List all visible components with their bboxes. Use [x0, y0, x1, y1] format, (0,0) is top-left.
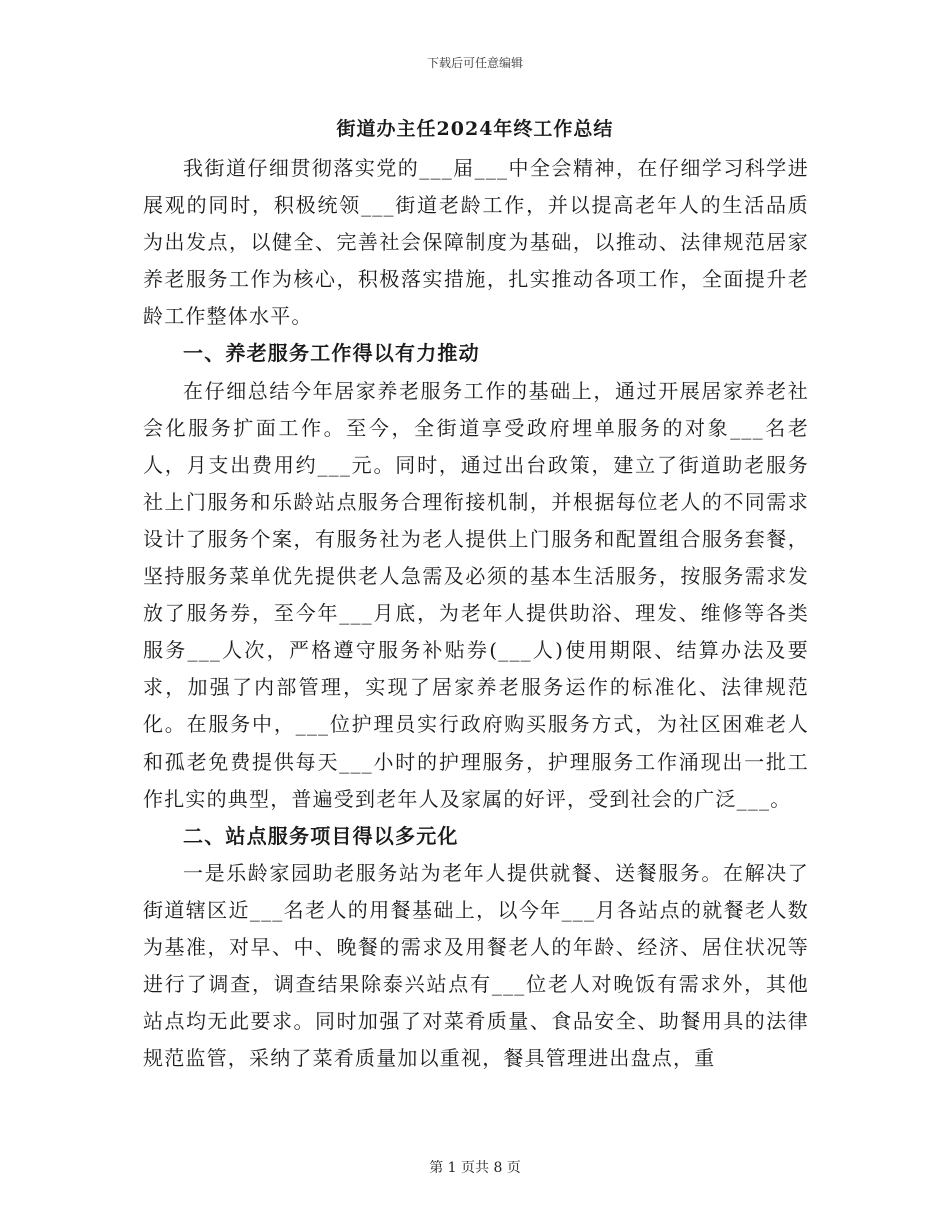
document-body	[143, 150, 809, 1077]
page-header-note: 下载后可任意编辑	[426, 56, 523, 70]
section-2-heading: 二、站点服务项目得以多元化	[183, 823, 459, 848]
section-1-paragraph: 在仔细总结今年居家养老服务工作的基础上，通过开展居家养老社会化服务扩面工作。至今，全街道享受政府埋单服务的对象___名老人，月支出费用约___元。同时，通过出台政策，建立了街道助老服务社上门服务和乐龄站点服务合理衔接机制，并根据每位老人的不同需求设计了服务个案，有服务社为老人提供上门服务和配置组合服务套餐，坚持服务菜单优先提供老人急需及必须的基本生活服务，按服务需求发放了服务券，至今年___月底，为老年人提供助浴、理发、维修等各类服务___人次，严格遵守服务补贴券(___人)使用期限、结算办法及要求，加强了内部管理，实现了居家养老服务运作的标准化、法律规范化。在服务中，___位护理员实行政府购买服务方式，为社区困难老人和孤老免费提供每天___小时的护理服务，护理服务工作涌现出一批工作扎实的典型，普遍受到老年人及家属的好评，受到社会的广泛___。	[143, 378, 809, 811]
section-2-paragraph: 一是乐龄家园助老服务站为老年人提供就餐、送餐服务。在解决了街道辖区近___名老人的用餐基础上，以今年___月各站点的就餐老人数为基准，对早、中、晚餐的需求及用餐老人的年龄、经济、居住状况等进行了调查，调查结果除泰兴站点有___位老人对晚饭有需求外，其他站点均无此要求。同时加强了对菜肴质量、食品安全、助餐用具的法律规范监管，采纳了菜肴质量加以重视，餐具管理进出盘点，重	[143, 860, 809, 1071]
intro-paragraph: 我街道仔细贯彻落实党的___届___中全会精神，在仔细学习科学进展观的同时，积极统领___街道老龄工作，并以提高老年人的生活品质为出发点，以健全、完善社会保障制度为基础，以推动、法律规范居家养老服务工作为核心，积极落实措施，扎实推动各项工作，全面提升老龄工作整体水平。	[143, 156, 809, 329]
page-footer-number: 第 1 页共 8 页	[429, 1160, 521, 1176]
document-title: 街道办主任2024年终工作总结	[336, 118, 614, 140]
section-1-heading: 一、养老服务工作得以有力推动	[183, 341, 480, 366]
